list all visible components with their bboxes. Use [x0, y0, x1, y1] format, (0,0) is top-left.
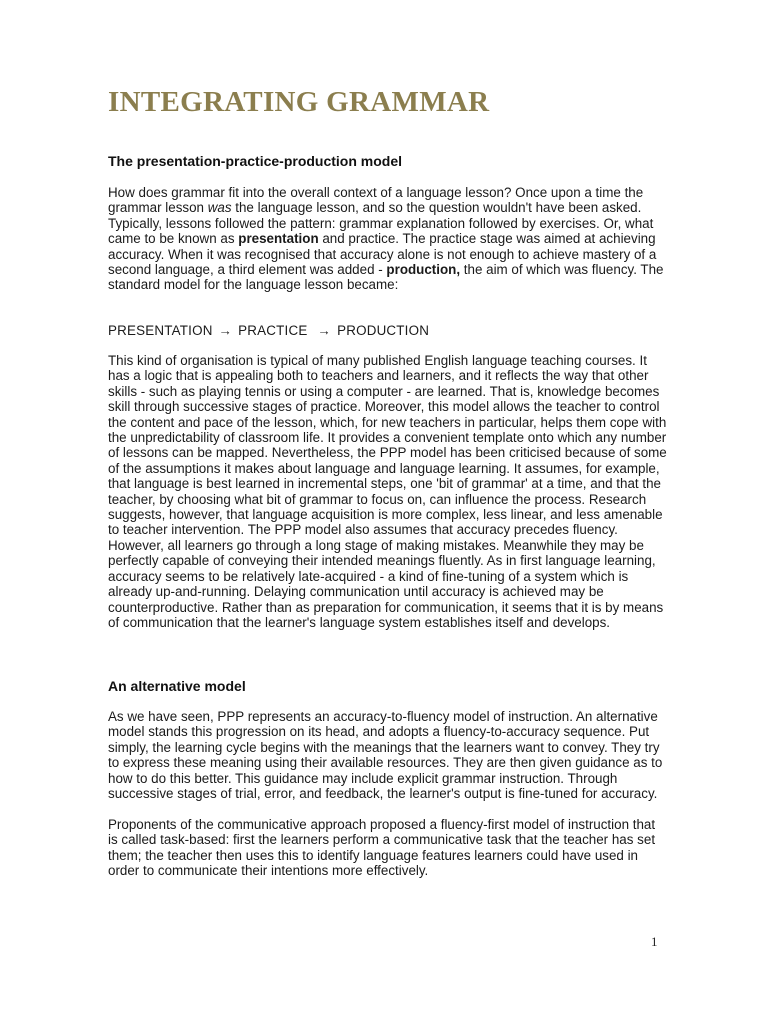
- flow-step-production: PRODUCTION: [337, 323, 430, 338]
- paragraph-alternative: As we have seen, PPP represents an accuracy-to-fluency model of instruction. An alternative model stands this progression on its head, and adopts a fluency-to-accuracy sequence. Put simply, the learning cycle begins with the meanings that the learners want to convey. They try to express these meaning using their available resources. They are then given guidance as to how to do this better. This guidance may include explicit grammar instruction. Through successive stages of trial, error, and feedback, the learner's output is fine-tuned for accuracy.: [108, 709, 663, 802]
- text-run: the language lesson, and so the question wouldn't have been asked. Typically, lessons followed the pattern: grammar explanation followed by exercises. Or, what came to be known as: [108, 200, 654, 247]
- text-run: the aim of which was fluency. The standard model for the language lesson became:: [108, 262, 664, 293]
- page-number: 1: [651, 934, 658, 949]
- flow-step-presentation: PRESENTATION: [108, 323, 213, 338]
- paragraph-intro: [108, 185, 668, 293]
- section-heading-ppp: The presentation-practice-production model: [108, 153, 403, 169]
- text-run: and practice. The practice stage was aimed at achieving accuracy. When it was recognised that accuracy alone is not enough to achieve mastery of a second language, a third element was added -: [108, 231, 657, 278]
- paragraph-task-based: Proponents of the communicative approach proposed a fluency-first model of instruction that is called task-based: first the learners perform a communicative task that the teacher has set them; the teacher then uses this to identify language features learners could have used in order to communicate their intentions more effectively.: [108, 817, 656, 879]
- right-arrow-icon: →: [218, 323, 233, 338]
- bold-presentation: presentation: [238, 231, 319, 247]
- emphasis-was: was: [207, 200, 232, 216]
- page-title: INTEGRATING GRAMMAR: [108, 86, 490, 118]
- section-heading-alternative: An alternative model: [108, 678, 246, 694]
- right-arrow-icon: →: [317, 323, 332, 338]
- text-run: How does grammar fit into the overall context of a language lesson? Once upon a time the grammar lesson: [108, 185, 644, 216]
- bold-production: production,: [386, 262, 461, 278]
- paragraph-ppp-critique: This kind of organisation is typical of many published English language teaching courses. It has a logic that is appealing both to teachers and learners, and it reflects the way that other skills - such as playing tennis or using a computer - are learned. That is, knowledge becomes skill through successive stages of practice. Moreover, this model allows the teacher to control the content and pace of the lesson, which, for new teachers in particular, helps them cope with the unpredictability of classroom life. It provides a convenient template onto which any number of lessons can be mapped. Nevertheless, the PPP model has been criticised because of some of the assumptions it makes about language and language learning. It assumes, for example, that language is best learned in incremental steps, one 'bit of grammar' at a time, and that the teacher, by choosing what bit of grammar to focus on, can influence the process. Research suggests, however, that language acquisition is more complex, less linear, and less amenable to teacher intervention. The PPP model also assumes that accuracy precedes fluency. However, all learners go through a long stage of making mistakes. Meanwhile they may be perfectly capable of conveying their intended meanings fluently. As in first language learning, accuracy seems to be relatively late-acquired - a kind of fine-tuning of a system which is already up-and-running. Delaying communication until accuracy is achieved may be counterproductive. Rather than as preparation for communication, it seems that it is by means of communication that the learner's language system establishes itself and develops.: [108, 353, 667, 630]
- flow-step-practice: PRACTICE: [238, 323, 308, 338]
- ppp-sequence: [108, 323, 429, 338]
